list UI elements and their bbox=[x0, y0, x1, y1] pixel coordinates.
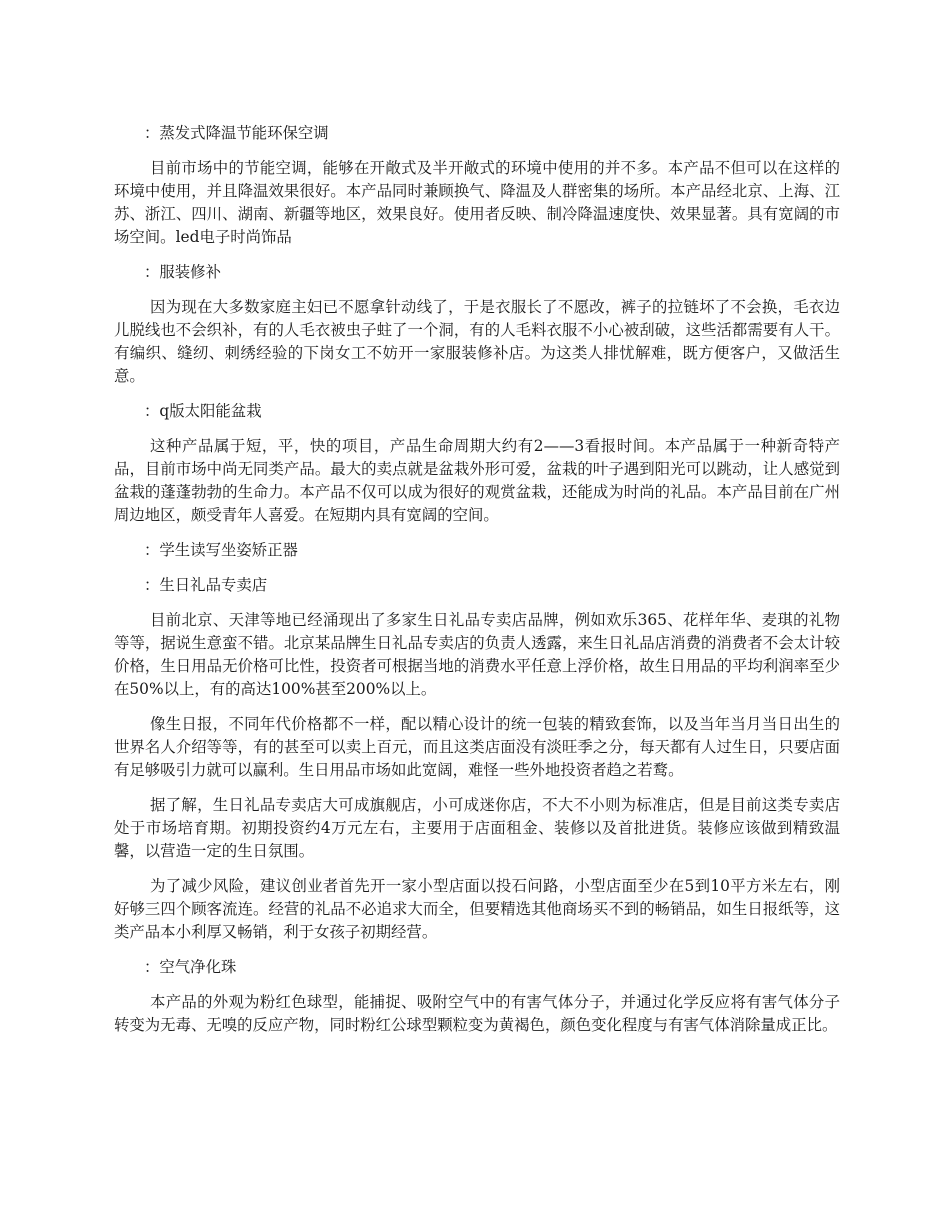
section-heading: ：蒸发式降温节能环保空调 bbox=[144, 124, 329, 142]
section-heading: ：q版太阳能盆栽 bbox=[144, 402, 262, 420]
document-page bbox=[114, 122, 840, 1049]
body-paragraph: 目前市场中的节能空调，能够在开敞式及半开敞式的环境中使用的并不多。本产品不但可以在这样的环境中使用，并且降温效果很好。本产品同时兼顾换气、降温及人群密集的场所。本产品经北京、上海、江苏、浙江、四川、湖南、新疆等地区，效果良好。使用者反映、制冷降温速度快、效果显著。具有宽阔的市场空间。led电子时尚饰品 bbox=[114, 159, 840, 246]
body-paragraph: 像生日报，不同年代价格都不一样，配以精心设计的统一包装的精致套饰，以及当年当月当日出生的世界名人介绍等等，有的甚至可以卖上百元，而且这类店面没有淡旺季之分，每天都有人过生日，只要店面有足够吸引力就可以赢利。生日用品市场如此宽阔，难怪一些外地投资者趋之若鹜。 bbox=[114, 715, 840, 779]
body-paragraph: 因为现在大多数家庭主妇已不愿拿针动线了，于是衣服长了不愿改，裤子的拉链坏了不会换，毛衣边儿脱线也不会织补，有的人毛衣被虫子蛀了一个洞，有的人毛料衣服不小心被刮破，这些活都需要有人干。有编织、缝纫、刺绣经验的下岗女工不妨开一家服装修补店。为这类人排忧解难，既方便客户，又做活生意。 bbox=[114, 298, 840, 385]
section-heading: ：服装修补 bbox=[144, 263, 221, 281]
body-paragraph: 目前北京、天津等地已经涌现出了多家生日礼品专卖店品牌，例如欢乐365、花样年华、麦琪的礼物等等，据说生意蛮不错。北京某品牌生日礼品专卖店的负责人透露，来生日礼品店消费的消费者不会太计较价格，生日用品无价格可比性，投资者可根据当地的消费水平任意上浮价格，故生日用品的平均利润率至少在50%以上，有的高达100%甚至200%以上。 bbox=[114, 611, 840, 698]
section-heading: ：生日礼品专卖店 bbox=[144, 576, 268, 594]
section-heading: ：空气净化珠 bbox=[144, 958, 237, 976]
body-paragraph: 这种产品属于短，平，快的项目，产品生命周期大约有2——3看报时间。本产品属于一种新奇特产品，目前市场中尚无同类产品。最大的卖点就是盆栽外形可爱，盆栽的叶子遇到阳光可以跳动，让人感觉到盆栽的蓬蓬勃勃的生命力。本产品不仅可以成为很好的观赏盆栽，还能成为时尚的礼品。本产品目前在广州周边地区，颇受青年人喜爱。在短期内具有宽阔的空间。 bbox=[114, 437, 840, 524]
body-paragraph: 据了解，生日礼品专卖店大可成旗舰店，小可成迷你店，不大不小则为标准店，但是目前这类专卖店处于市场培育期。初期投资约4万元左右，主要用于店面租金、装修以及首批进货。装修应该做到精致温馨，以营造一定的生日氛围。 bbox=[114, 796, 840, 860]
body-paragraph: 为了减少风险，建议创业者首先开一家小型店面以投石问路，小型店面至少在5到10平方米左右，刚好够三四个顾客流连。经营的礼品不必追求大而全，但要精选其他商场买不到的畅销品，如生日报纸等，这类产品本小利厚又畅销，利于女孩子初期经营。 bbox=[114, 877, 840, 941]
section-heading: ：学生读写坐姿矫正器 bbox=[144, 541, 298, 559]
body-paragraph: 本产品的外观为粉红色球型，能捕捉、吸附空气中的有害气体分子，并通过化学反应将有害气体分子转变为无毒、无嗅的反应产物，同时粉红公球型颗粒变为黄褐色，颜色变化程度与有害气体消除量成正比。 bbox=[114, 993, 840, 1034]
